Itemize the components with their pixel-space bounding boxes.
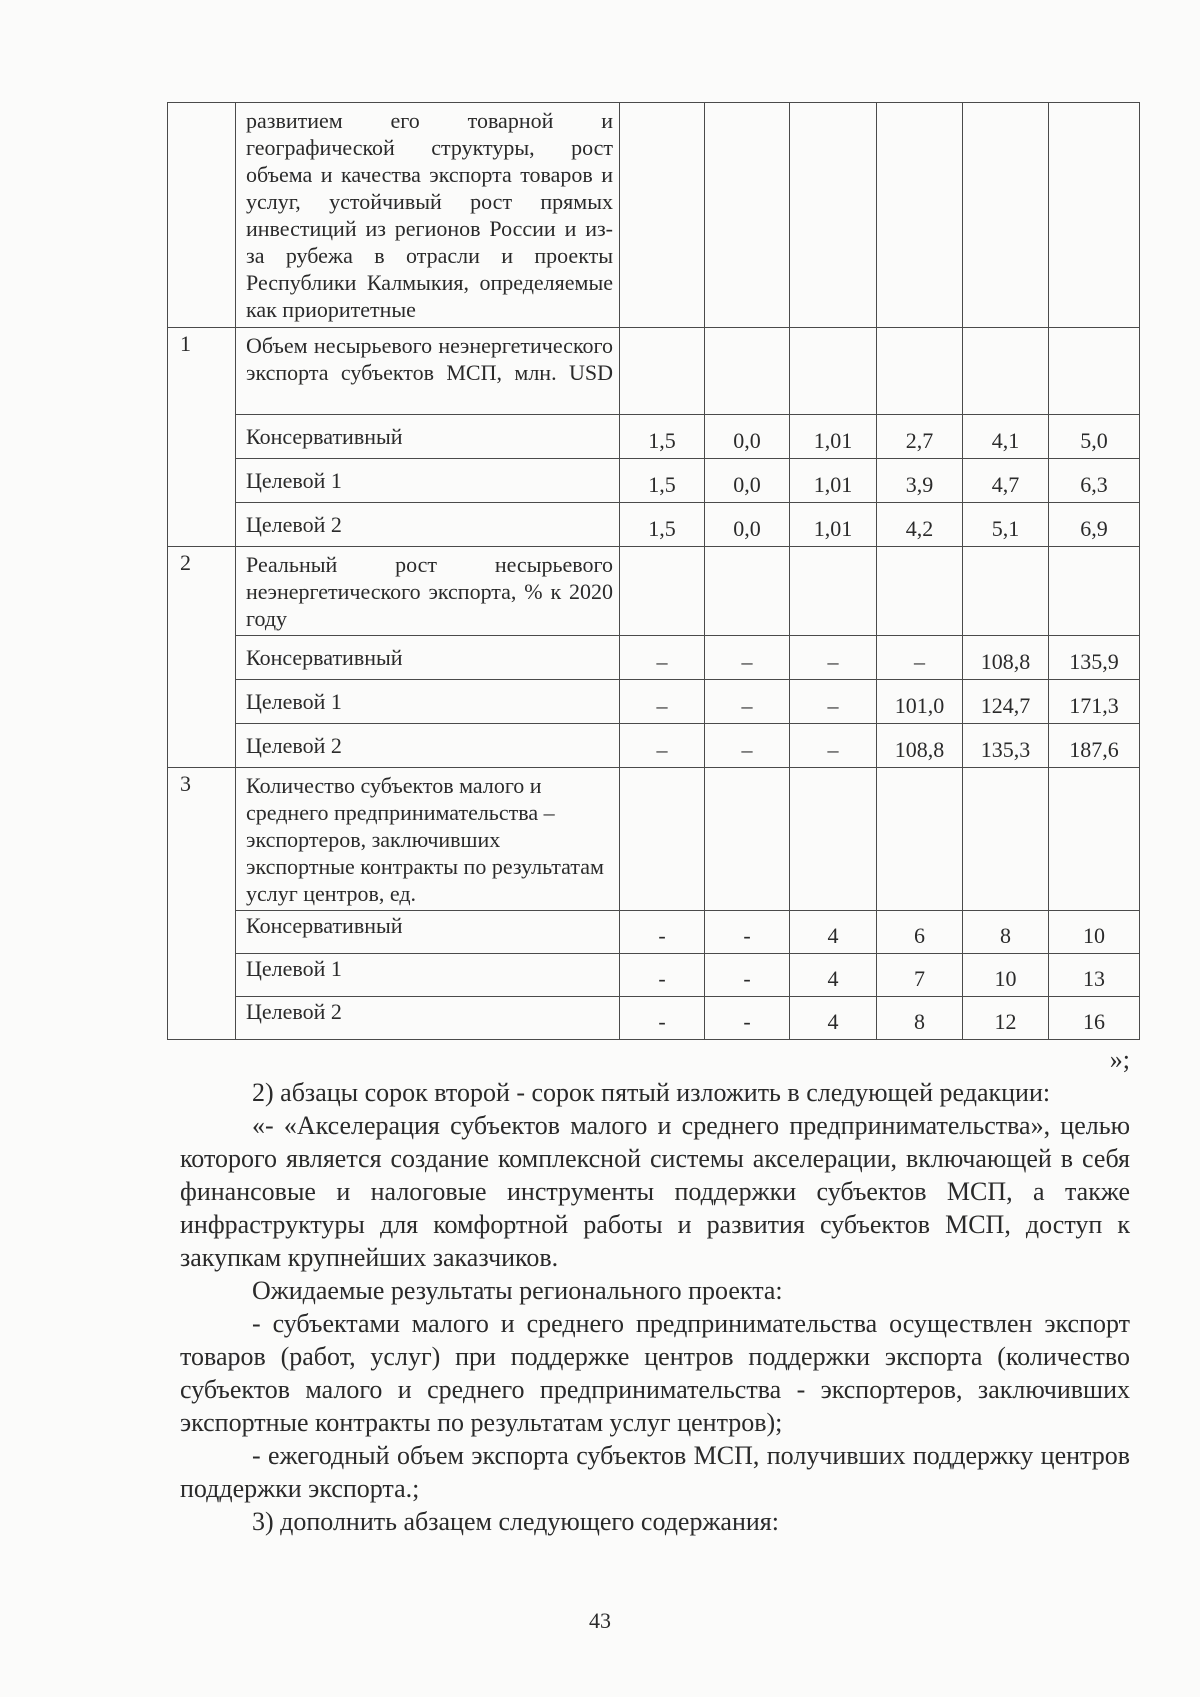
value-cell: 13	[1049, 954, 1140, 997]
value-cell: 3,9	[877, 459, 963, 503]
value-cell: 171,3	[1049, 680, 1140, 724]
value-cell: 4	[790, 954, 877, 997]
value-cell: –	[620, 680, 705, 724]
value-cell: 135,9	[1049, 636, 1140, 680]
table-row	[168, 997, 1140, 1040]
scenario-name: Консервативный	[236, 636, 620, 680]
value-cell: 2,7	[877, 415, 963, 459]
value-cell: 108,8	[963, 636, 1049, 680]
value-cell: 1,01	[790, 503, 877, 547]
paragraph: - ежегодный объем экспорта субъектов МСП, получивших поддержку центров поддержки экспорта.;	[180, 1441, 1130, 1503]
value-cell: –	[705, 724, 790, 768]
value-cell: 16	[1049, 997, 1140, 1040]
value-cell: 108,8	[877, 724, 963, 768]
value-cell: 8	[963, 911, 1049, 954]
paragraph: Ожидаемые результаты регионального проекта:	[252, 1276, 783, 1305]
value-cell: 7	[877, 954, 963, 997]
table-row	[168, 503, 1140, 547]
value-cell: 5,1	[963, 503, 1049, 547]
paragraph: «- «Акселерация субъектов малого и среднего предпринимательства», целью которого является создание комплексной системы акселерации, включающей в себя финансовые и налоговые инструменты поддержки субъектов МСП, а также инфраструктуры для комфортной работы и развития субъектов МСП, доступ к закупкам крупнейших заказчиков.	[180, 1111, 1130, 1272]
value-cell: –	[705, 636, 790, 680]
value-cell: –	[877, 636, 963, 680]
page-number: 43	[589, 1608, 611, 1633]
value-cell: 0,0	[705, 415, 790, 459]
empty-cell	[963, 103, 1049, 328]
scenario-name: Целевой 2	[236, 724, 620, 768]
paragraph: - субъектами малого и среднего предпринимательства осуществлен экспорт товаров (работ, услуг) при поддержке центров поддержки экспорта (количество субъектов малого и среднего предпринимательства - экспортеров, заключивших экспортные контракты по результатам услуг центров);	[180, 1309, 1130, 1437]
value-cell: –	[620, 724, 705, 768]
value-cell: 8	[877, 997, 963, 1040]
value-cell: 5,0	[1049, 415, 1140, 459]
indicator-title: Количество субъектов малого и среднего предпринимательства – экспортеров, заключивших экспортные контракты по результатам услуг центров, ед.	[236, 768, 620, 911]
value-cell: –	[790, 636, 877, 680]
empty-cell	[790, 103, 877, 328]
scenario-name: Консервативный	[236, 415, 620, 459]
value-cell: 124,7	[963, 680, 1049, 724]
value-cell: 4,2	[877, 503, 963, 547]
indicators-table	[167, 102, 1140, 1040]
value-cell: 135,3	[963, 724, 1049, 768]
empty-cell	[877, 103, 963, 328]
value-cell: –	[705, 680, 790, 724]
table-row	[168, 636, 1140, 680]
scenario-name: Целевой 2	[236, 997, 620, 1040]
value-cell: 12	[963, 997, 1049, 1040]
scenario-name: Целевой 2	[236, 503, 620, 547]
value-cell: 1,5	[620, 415, 705, 459]
value-cell: 4	[790, 911, 877, 954]
table-row	[168, 328, 1140, 415]
value-cell: 4	[790, 997, 877, 1040]
table-row	[168, 415, 1140, 459]
value-cell: 4,7	[963, 459, 1049, 503]
value-cell: –	[790, 680, 877, 724]
value-cell: 1,01	[790, 415, 877, 459]
value-cell: -	[620, 954, 705, 997]
value-cell: 4,1	[963, 415, 1049, 459]
paragraph: 3) дополнить абзацем следующего содержания:	[252, 1507, 779, 1536]
value-cell: 1,5	[620, 503, 705, 547]
value-cell: -	[620, 997, 705, 1040]
value-cell: –	[620, 636, 705, 680]
value-cell: 101,0	[877, 680, 963, 724]
value-cell: 0,0	[705, 503, 790, 547]
value-cell: -	[705, 911, 790, 954]
indicator-title: Объем несырьевого неэнергетического экспорта субъектов МСП, млн. USD	[236, 328, 620, 415]
value-cell: 187,6	[1049, 724, 1140, 768]
table-row	[168, 954, 1140, 997]
value-cell: 0,0	[705, 459, 790, 503]
table-row	[168, 680, 1140, 724]
value-cell: -	[620, 911, 705, 954]
value-cell: 6	[877, 911, 963, 954]
closing-quote: »;	[1109, 1045, 1130, 1074]
scenario-name: Целевой 1	[236, 680, 620, 724]
table-row	[168, 547, 1140, 636]
value-cell: 1,5	[620, 459, 705, 503]
value-cell: 10	[963, 954, 1049, 997]
value-cell: -	[705, 954, 790, 997]
value-cell: 10	[1049, 911, 1140, 954]
table-row	[168, 724, 1140, 768]
intro-text-cell: развитием его товарной и географической структуры, рост объема и качества экспорта товаров и услуг, устойчивый рост прямых инвестиций из регионов России и из-за рубежа в отрасли и проекты Республики Калмыкия, определяемые как приоритетные	[236, 103, 620, 328]
empty-cell	[705, 103, 790, 328]
indicator-title: Реальный рост несырьевого неэнергетического экспорта, % к 2020 году	[236, 547, 620, 636]
indicator-number: 1	[168, 328, 236, 547]
scenario-name: Целевой 1	[236, 459, 620, 503]
value-cell: –	[790, 724, 877, 768]
indicator-number: 3	[168, 768, 236, 1040]
table-row	[168, 768, 1140, 911]
table-row	[168, 459, 1140, 503]
value-cell: 1,01	[790, 459, 877, 503]
empty-cell	[1049, 103, 1140, 328]
value-cell: 6,9	[1049, 503, 1140, 547]
table-row	[168, 103, 1140, 328]
scenario-name: Консервативный	[236, 911, 620, 954]
paragraph: 2) абзацы сорок второй - сорок пятый изложить в следующей редакции:	[252, 1078, 1051, 1107]
value-cell: 6,3	[1049, 459, 1140, 503]
table-row	[168, 911, 1140, 954]
scenario-name: Целевой 1	[236, 954, 620, 997]
value-cell: -	[705, 997, 790, 1040]
row-number-cell	[168, 103, 236, 328]
document-body-text	[180, 1043, 1130, 1538]
empty-cell	[620, 103, 705, 328]
indicator-number: 2	[168, 547, 236, 768]
